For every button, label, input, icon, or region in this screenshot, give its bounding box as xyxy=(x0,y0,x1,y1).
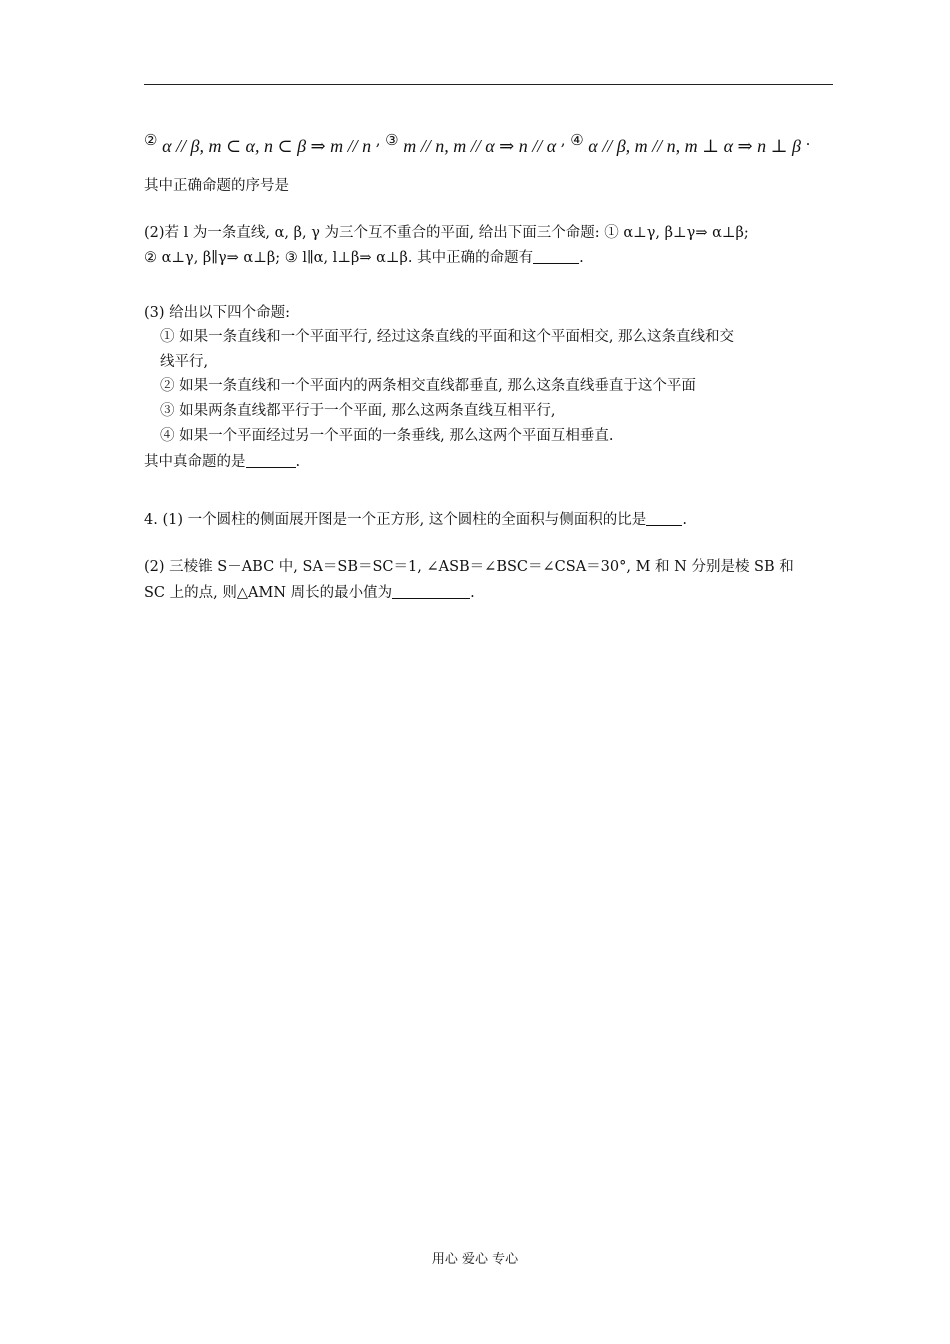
problem-4-2-line-2 xyxy=(144,583,475,603)
proposition-item-2: ② 如果一条直线和一个平面内的两条相交直线都垂直, 那么这条直线垂直于这个平面 xyxy=(160,378,696,394)
circled-number-3: ③ xyxy=(385,131,399,149)
answer-blank[interactable] xyxy=(646,511,682,526)
proposition-2-expression: α // β, m ⊂ α, n ⊂ β ⇒ m // n xyxy=(162,136,372,156)
problem-4-2-line-1: (2) 三棱锥 S－ABC 中, SA＝SB＝SC＝1, ∠ASB＝∠BSC＝∠CSA＝30°, M 和 N 分别是棱 SB 和 xyxy=(144,559,794,575)
problem-4-1 xyxy=(144,510,687,530)
question-text: 其中正确命题的序号是 xyxy=(144,178,289,194)
proposition-item-1: ① 如果一条直线和一个平面平行, 经过这条直线的平面和这个平面相交, 那么这条直线和交 xyxy=(160,329,735,345)
separator: , xyxy=(375,131,381,149)
separator: , xyxy=(560,131,566,149)
problem-3-title: (3) 给出以下四个命题: xyxy=(144,305,291,321)
proposition-3-expression: m // n, m // α ⇒ n // α xyxy=(403,136,557,156)
problem-2-line-1: (2)若 l 为一条直线, α, β, γ 为三个互不重合的平面, 给出下面三个命题: ① α⊥γ, β⊥γ⇒ α⊥β; xyxy=(144,225,749,241)
end-period: . xyxy=(805,131,811,149)
circled-number-4: ④ xyxy=(570,131,584,149)
period: . xyxy=(295,454,301,470)
period: . xyxy=(579,250,584,266)
proposition-line xyxy=(144,130,810,158)
page-footer: 用心 爱心 专心 xyxy=(431,1252,519,1267)
problem-2-line-2 xyxy=(144,248,584,268)
answer-blank[interactable] xyxy=(533,249,579,264)
period: . xyxy=(470,585,475,601)
circled-number-2: ② xyxy=(144,131,158,149)
problem-4-1-text: 4. (1) 一个圆柱的侧面展开图是一个正方形, 这个圆柱的全面积与侧面积的比是 xyxy=(144,512,647,528)
answer-blank[interactable] xyxy=(392,584,470,599)
proposition-item-4: ④ 如果一个平面经过另一个平面的一条垂线, 那么这两个平面互相垂直. xyxy=(160,428,614,444)
proposition-item-1-continued: 线平行, xyxy=(160,354,209,370)
problem-3-question xyxy=(144,452,300,472)
answer-blank[interactable] xyxy=(246,453,296,468)
proposition-item-3: ③ 如果两条直线都平行于一个平面, 那么这两条直线互相平行, xyxy=(160,403,556,419)
header-rule xyxy=(144,84,833,85)
problem-3-question-text: 其中真命题的是 xyxy=(144,454,246,470)
problem-4-2-line-2-text: SC 上的点, 则△AMN 周长的最小值为 xyxy=(144,585,393,601)
proposition-4-expression: α // β, m // n, m ⊥ α ⇒ n ⊥ β xyxy=(588,136,802,156)
problem-2-line-2-text: ② α⊥γ, β∥γ⇒ α⊥β; ③ l∥α, l⊥β⇒ α⊥β. 其中正确的命题有 xyxy=(144,250,534,266)
period: . xyxy=(682,512,687,528)
